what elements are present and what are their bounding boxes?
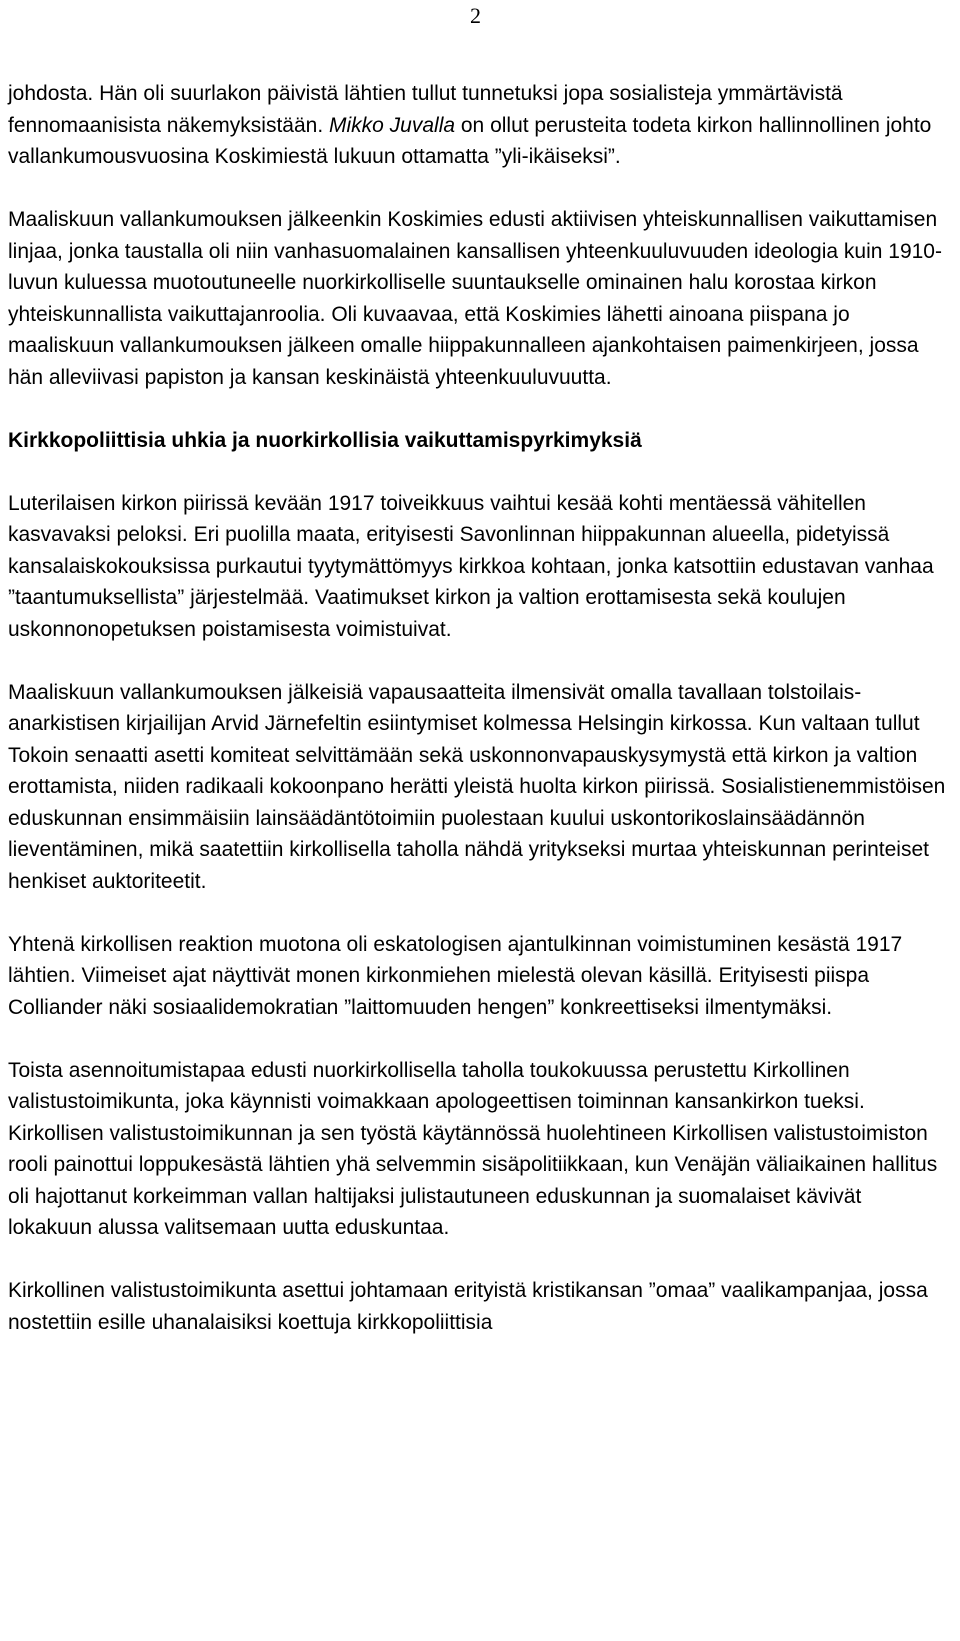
paragraph: Kirkollinen valistustoimikunta asettui johtamaan erityistä kristikansan ”omaa” vaalikampanjaa, jossa nostettiin esille uhanalaisiksi koettuja kirkkopoliittisia [8,1279,928,1334]
paragraph: Maaliskuun vallankumouksen jälkeisiä vapausaatteita ilmensivät omalla tavallaan tolstoilais-anarkistisen kirjailijan Arvid Järnefeltin esiintymiset kolmessa Helsingin kirkossa. Kun valtaan tullut Tokoin senaatti asetti komiteat selvittämään sekä uskonnonvapauskysymystä että kirkon ja valtion erottamista, niiden radikaali kokoonpano herätti yleistä huolta kirkon piirissä. Sosialistienemmistöisen eduskunnan ensimmäisiin lainsäädäntötoimiin puolestaan kuului uskontorikoslainsäädännön lieventäminen, mikä saatettiin kirkollisella taholla nähdä yritykseksi murtaa yhteiskunnan perinteiset henkiset auktoriteetit. [8,680,946,893]
section-heading: Kirkkopoliittisia uhkia ja nuorkirkollisia vaikuttamispyrkimyksiä [8,428,642,452]
paragraph: Luterilaisen kirkon piirissä kevään 1917 toiveikkuus vaihtui kesää kohti mentäessä vähitellen kasvavaksi peloksi. Eri puolilla maata, erityisesti Savonlinnan hiippakunnan alueella, pidetyissä kansalaiskokouksissa purkautui tyytymättömyys kirkkoa kohtaan, jonka katsottiin edustavan vanhaa ”taantumuksellista” järjestelmää. Vaatimukset kirkon ja valtion erottamisesta sekä koulujen uskonnonopetuksen poistamisesta voimistuivat. [8,491,934,641]
intro-text-b: on ollut perusteita todeta kirkon hallinnollinen johto vallankumousvuosina Koskimiestä lukuun ottamatta ”yli-ikäiseksi”. [8,113,932,168]
document-body [8,78,948,1338]
paragraph: Yhtenä kirkollisen reaktion muotona oli eskatologisen ajantulkinnan voimistuminen kesästä 1917 lähtien. Viimeiset ajat näyttivät monen kirkonmiehen mielestä olevan käsillä. Erityisesti piispa Colliander näki sosiaalidemokratian ”laittomuuden hengen” konkreettiseksi ilmentymäksi. [8,932,903,1019]
paragraph: Maaliskuun vallankumouksen jälkeenkin Koskimies edusti aktiivisen yhteiskunnallisen vaikuttamisen linjaa, jonka taustalla oli niin vanhasuomalainen kansallisen yhteenkuuluvuuden ideologia kuin 1910-luvun kuluessa muotoutuneelle nuorkirkolliselle suuntaukselle ominainen halu korostaa kirkon yhteiskunnallista vaikuttajanroolia. Oli kuvaavaa, että Koskimies lähetti ainoana piispana jo maaliskuun vallankumouksen jälkeen omalle hiippakunnalleen ajankohtaisen paimenkirjeen, jossa hän alleviivasi papiston ja kansan keskinäistä yhteenkuuluvuutta. [8,208,942,389]
page-number: 2 [470,3,481,28]
author-name: Mikko Juvalla [329,113,456,137]
paragraph: Toista asennoitumistapaa edusti nuorkirkollisella taholla toukokuussa perustettu Kirkollinen valistustoimikunta, joka käynnisti voimakkaan apologeettisen toiminnan kansankirkon tueksi. Kirkollisen valistustoimikunnan ja sen työstä käytännössä huolehtineen Kirkollisen valistustoimiston rooli painottui loppukesästä lähtien yhä selvemmin sisäpolitiikkaan, kun Venäjän väliaikainen hallitus oli hajottanut korkeimman vallan haltijaksi julistautuneen eduskunnan ja suomalaiset kävivät lokakuun alussa valitsemaan uutta eduskuntaa. [8,1058,938,1239]
intro-text-a: johdosta. Hän oli suurlakon päivistä lähtien tullut tunnetuksi jopa sosialisteja ymmärtävistä fennomaanisista näkemyksistään. [8,82,843,137]
intro-paragraph [8,78,948,173]
